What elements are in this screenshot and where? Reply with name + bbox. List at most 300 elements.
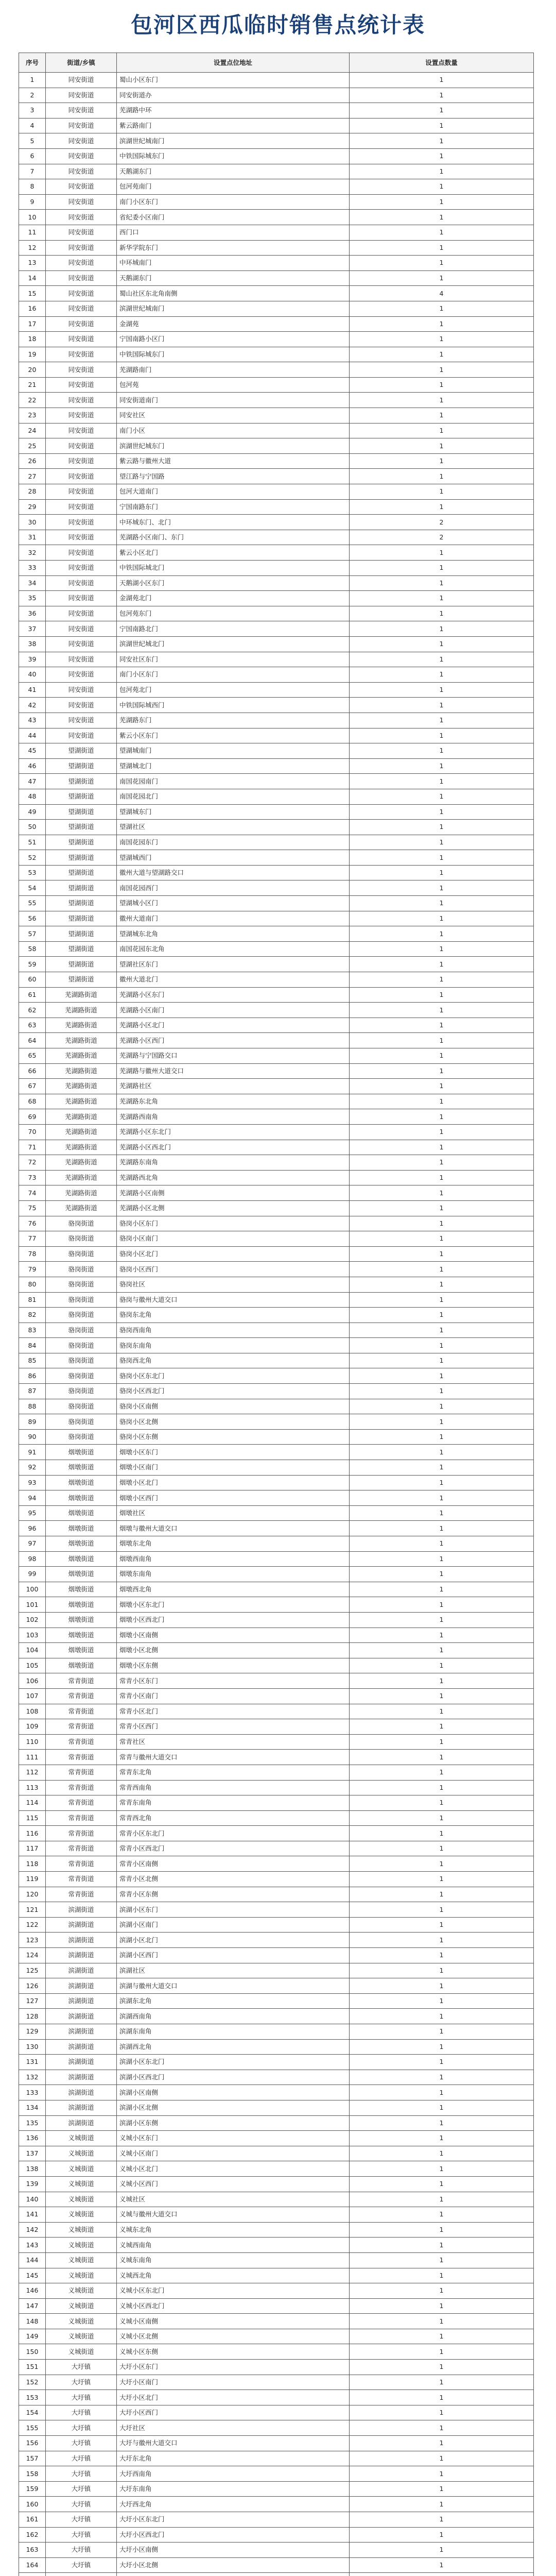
row-index: 33 xyxy=(19,561,46,576)
row-count: 1 xyxy=(350,2283,534,2299)
table-row xyxy=(19,179,534,195)
table-row xyxy=(19,2573,534,2576)
row-index: 43 xyxy=(19,713,46,728)
row-address: 南国花园北门 xyxy=(117,789,350,804)
row-street: 骆岗街道 xyxy=(46,1338,117,1353)
table-row xyxy=(19,1368,534,1384)
row-address: 滨湖世纪城南门 xyxy=(117,301,350,316)
row-index: 54 xyxy=(19,880,46,896)
row-street: 滨湖街道 xyxy=(46,1902,117,1918)
row-address: 芜湖路东北角 xyxy=(117,1094,350,1109)
row-count: 1 xyxy=(350,1445,534,1460)
table-row xyxy=(19,1094,534,1109)
row-index: 126 xyxy=(19,1978,46,1994)
table-row xyxy=(19,1475,534,1490)
row-street: 同安街道 xyxy=(46,469,117,484)
row-index: 143 xyxy=(19,2238,46,2253)
row-index: 79 xyxy=(19,1262,46,1277)
row-index: 139 xyxy=(19,2176,46,2192)
row-count: 1 xyxy=(350,2420,534,2436)
row-count: 1 xyxy=(350,1490,534,1506)
row-count: 1 xyxy=(350,332,534,347)
table-row xyxy=(19,1978,534,1994)
row-count: 1 xyxy=(350,2085,534,2100)
table-row xyxy=(19,1079,534,1094)
row-count: 1 xyxy=(350,1704,534,1719)
row-street: 望湖街道 xyxy=(46,743,117,759)
row-count: 1 xyxy=(350,2375,534,2390)
table-row xyxy=(19,789,534,804)
row-count: 1 xyxy=(350,1917,534,1933)
row-address xyxy=(117,2573,350,2576)
table-row xyxy=(19,2451,534,2466)
table-row xyxy=(19,1719,534,1735)
table-row xyxy=(19,515,534,530)
row-index: 22 xyxy=(19,393,46,408)
row-count: 1 xyxy=(350,1750,534,1765)
table-row xyxy=(19,1262,534,1277)
row-address: 骆岗小区东北门 xyxy=(117,1368,350,1384)
row-count: 1 xyxy=(350,1246,534,1262)
row-index: 71 xyxy=(19,1140,46,1155)
row-address: 常青东北角 xyxy=(117,1765,350,1780)
table-row xyxy=(19,1505,534,1521)
row-street: 烟墩街道 xyxy=(46,1567,117,1582)
row-address: 宁国南路小区门 xyxy=(117,332,350,347)
row-street: 望湖街道 xyxy=(46,941,117,957)
table-row xyxy=(19,1841,534,1856)
table-row xyxy=(19,1003,534,1018)
row-count: 1 xyxy=(350,2070,534,2085)
table-row xyxy=(19,2497,534,2512)
row-index: 153 xyxy=(19,2390,46,2405)
row-street: 芜湖路街道 xyxy=(46,1033,117,1048)
row-street: 同安街道 xyxy=(46,728,117,743)
row-address: 义城小区西北门 xyxy=(117,2298,350,2314)
row-address: 大圩西北角 xyxy=(117,2497,350,2512)
table-row xyxy=(19,1582,534,1597)
row-street: 常青街道 xyxy=(46,1673,117,1689)
row-count: 1 xyxy=(350,804,534,820)
row-address: 常青小区东门 xyxy=(117,1673,350,1689)
table-row xyxy=(19,667,534,683)
row-index: 11 xyxy=(19,225,46,240)
row-address: 烟墩小区北门 xyxy=(117,1475,350,1490)
row-count: 1 xyxy=(350,987,534,1003)
row-address: 同安街道办 xyxy=(117,88,350,103)
row-street: 烟墩街道 xyxy=(46,1536,117,1552)
row-count: 1 xyxy=(350,1856,534,1872)
table-row xyxy=(19,1993,534,2009)
row-street: 同安街道 xyxy=(46,179,117,195)
row-address: 滨湖西北角 xyxy=(117,2039,350,2055)
row-address: 大圩西南角 xyxy=(117,2466,350,2482)
row-count: 1 xyxy=(350,1826,534,1841)
row-address: 望湖社区 xyxy=(117,820,350,835)
table-header-row xyxy=(19,53,534,73)
table-row xyxy=(19,2466,534,2482)
table-row xyxy=(19,347,534,362)
row-count: 1 xyxy=(350,1810,534,1826)
row-index xyxy=(19,2573,46,2576)
row-street: 同安街道 xyxy=(46,225,117,240)
table-row xyxy=(19,2192,534,2207)
row-address: 芜湖路社区 xyxy=(117,1079,350,1094)
table-row xyxy=(19,210,534,225)
table-row xyxy=(19,728,534,743)
table-row xyxy=(19,1399,534,1414)
row-street: 烟墩街道 xyxy=(46,1521,117,1536)
row-index: 89 xyxy=(19,1414,46,1430)
row-street: 常青街道 xyxy=(46,1704,117,1719)
row-index: 18 xyxy=(19,332,46,347)
table-row xyxy=(19,1688,534,1704)
table-row xyxy=(19,987,534,1003)
table-row xyxy=(19,1308,534,1323)
table-row xyxy=(19,758,534,774)
row-index: 73 xyxy=(19,1170,46,1185)
row-street: 常青街道 xyxy=(46,1826,117,1841)
row-street: 望湖街道 xyxy=(46,758,117,774)
table-row xyxy=(19,1124,534,1140)
row-street: 滨湖街道 xyxy=(46,2024,117,2040)
row-index: 91 xyxy=(19,1445,46,1460)
row-index: 128 xyxy=(19,2009,46,2024)
row-index: 150 xyxy=(19,2344,46,2360)
table-row xyxy=(19,1780,534,1795)
row-address: 芜湖路小区西门 xyxy=(117,1033,350,1048)
table-row xyxy=(19,2390,534,2405)
row-index: 10 xyxy=(19,210,46,225)
row-count: 1 xyxy=(350,2512,534,2528)
row-street: 滨湖街道 xyxy=(46,2085,117,2100)
table-row xyxy=(19,1231,534,1247)
row-index: 26 xyxy=(19,453,46,469)
row-count: 1 xyxy=(350,2451,534,2466)
row-address: 骆岗小区北侧 xyxy=(117,1414,350,1430)
row-address: 滨湖小区东北门 xyxy=(117,2055,350,2070)
table-row xyxy=(19,1170,534,1185)
row-address: 芜湖路小区南侧 xyxy=(117,1185,350,1201)
row-count: 1 xyxy=(350,1429,534,1445)
row-address: 骆岗小区南侧 xyxy=(117,1399,350,1414)
row-index: 147 xyxy=(19,2298,46,2314)
row-address: 烟墩小区南侧 xyxy=(117,1628,350,1643)
row-index: 140 xyxy=(19,2192,46,2207)
table-row xyxy=(19,1277,534,1292)
row-address: 滨湖与徽州大道交口 xyxy=(117,1978,350,1994)
table-row xyxy=(19,911,534,926)
row-index: 52 xyxy=(19,850,46,866)
row-street: 常青街道 xyxy=(46,1841,117,1856)
row-street: 望湖街道 xyxy=(46,865,117,880)
row-index: 157 xyxy=(19,2451,46,2466)
row-index: 122 xyxy=(19,1917,46,1933)
row-street: 同安街道 xyxy=(46,438,117,454)
table-row xyxy=(19,2298,534,2314)
row-address: 芜湖路小区北门 xyxy=(117,1018,350,1033)
row-count: 1 xyxy=(350,2207,534,2223)
table-row xyxy=(19,2405,534,2420)
row-address: 芜湖路东南角 xyxy=(117,1155,350,1171)
row-address: 西门口 xyxy=(117,225,350,240)
table-row xyxy=(19,865,534,880)
table-row xyxy=(19,698,534,713)
row-street: 芜湖路街道 xyxy=(46,1124,117,1140)
row-index: 6 xyxy=(19,148,46,164)
row-index: 21 xyxy=(19,377,46,393)
row-count: 1 xyxy=(350,2238,534,2253)
row-address: 常青小区西门 xyxy=(117,1719,350,1735)
row-count: 1 xyxy=(350,1414,534,1430)
table-row xyxy=(19,1384,534,1399)
row-index: 56 xyxy=(19,911,46,926)
row-count: 1 xyxy=(350,1765,534,1780)
row-address: 芜湖路南门 xyxy=(117,362,350,378)
table-row xyxy=(19,2283,534,2299)
row-index: 117 xyxy=(19,1841,46,1856)
row-address: 芜湖路小区西北门 xyxy=(117,1140,350,1155)
table-row xyxy=(19,2176,534,2192)
row-street: 同安街道 xyxy=(46,575,117,591)
row-count: 1 xyxy=(350,1567,534,1582)
row-street: 同安街道 xyxy=(46,667,117,683)
row-address: 同安社区东门 xyxy=(117,652,350,667)
row-index: 24 xyxy=(19,423,46,438)
row-index: 25 xyxy=(19,438,46,454)
row-count: 1 xyxy=(350,1155,534,1171)
row-count: 1 xyxy=(350,118,534,133)
row-street: 滨湖街道 xyxy=(46,1963,117,1978)
row-street: 同安街道 xyxy=(46,301,117,316)
row-street: 同安街道 xyxy=(46,682,117,698)
table-row xyxy=(19,1856,534,1872)
row-street: 同安街道 xyxy=(46,256,117,271)
row-index: 67 xyxy=(19,1079,46,1094)
table-row xyxy=(19,2436,534,2451)
row-address: 常青小区东北门 xyxy=(117,1826,350,1841)
row-street: 常青街道 xyxy=(46,1810,117,1826)
row-street: 烟墩街道 xyxy=(46,1445,117,1460)
table-row xyxy=(19,591,534,606)
row-index: 135 xyxy=(19,2115,46,2131)
row-index: 69 xyxy=(19,1109,46,1125)
row-count: 1 xyxy=(350,1170,534,1185)
row-count: 4 xyxy=(350,286,534,301)
table-row xyxy=(19,2039,534,2055)
table-row xyxy=(19,256,534,271)
row-address: 包河苑北门 xyxy=(117,682,350,698)
table-row xyxy=(19,835,534,850)
row-index: 9 xyxy=(19,194,46,210)
row-index: 15 xyxy=(19,286,46,301)
table-row xyxy=(19,972,534,988)
row-count: 1 xyxy=(350,1063,534,1079)
row-street: 大圩镇 xyxy=(46,2481,117,2497)
row-address: 蜀山社区东北角南侧 xyxy=(117,286,350,301)
row-address: 烟墩东南角 xyxy=(117,1567,350,1582)
table-row xyxy=(19,1597,534,1613)
row-address: 中铁国际城东门 xyxy=(117,148,350,164)
row-index: 115 xyxy=(19,1810,46,1826)
row-count: 1 xyxy=(350,179,534,195)
table-row xyxy=(19,2222,534,2238)
table-row xyxy=(19,1536,534,1552)
row-count: 1 xyxy=(350,1262,534,1277)
row-address: 望江路与宁国路 xyxy=(117,469,350,484)
row-count: 1 xyxy=(350,1003,534,1018)
row-index: 156 xyxy=(19,2436,46,2451)
row-index: 47 xyxy=(19,774,46,789)
row-count: 1 xyxy=(350,1140,534,1155)
table-row xyxy=(19,1734,534,1750)
row-street: 同安街道 xyxy=(46,515,117,530)
row-address: 芜湖路西南角 xyxy=(117,1109,350,1125)
row-street: 常青街道 xyxy=(46,1795,117,1811)
table-row xyxy=(19,1948,534,1963)
row-count: 1 xyxy=(350,499,534,515)
row-count: 1 xyxy=(350,1582,534,1597)
table-row xyxy=(19,2557,534,2573)
row-count: 1 xyxy=(350,1688,534,1704)
row-address: 滨湖小区西门 xyxy=(117,1948,350,1963)
row-street: 烟墩街道 xyxy=(46,1460,117,1476)
row-index: 72 xyxy=(19,1155,46,1171)
row-index: 86 xyxy=(19,1368,46,1384)
row-count: 1 xyxy=(350,1475,534,1490)
row-count: 1 xyxy=(350,698,534,713)
row-address: 望湖城小区门 xyxy=(117,896,350,911)
row-index: 27 xyxy=(19,469,46,484)
row-index: 5 xyxy=(19,133,46,149)
row-address: 紫云小区东门 xyxy=(117,728,350,743)
table-row xyxy=(19,2420,534,2436)
row-index: 104 xyxy=(19,1643,46,1658)
row-address: 大圩小区南侧 xyxy=(117,2543,350,2558)
row-count: 1 xyxy=(350,2268,534,2283)
row-count: 1 xyxy=(350,1308,534,1323)
table-row xyxy=(19,1612,534,1628)
row-index: 109 xyxy=(19,1719,46,1735)
row-count: 1 xyxy=(350,1872,534,1887)
row-street: 义城街道 xyxy=(46,2161,117,2177)
row-address: 包河苑南门 xyxy=(117,179,350,195)
row-count: 1 xyxy=(350,591,534,606)
row-index: 61 xyxy=(19,987,46,1003)
row-index: 151 xyxy=(19,2360,46,2375)
row-address: 烟墩小区东门 xyxy=(117,1445,350,1460)
row-street: 芜湖路街道 xyxy=(46,1170,117,1185)
table-row xyxy=(19,804,534,820)
row-street: 同安街道 xyxy=(46,561,117,576)
row-count: 1 xyxy=(350,545,534,561)
row-index: 134 xyxy=(19,2100,46,2115)
row-count: 1 xyxy=(350,575,534,591)
row-street: 同安街道 xyxy=(46,423,117,438)
row-address: 滨湖世纪城南门 xyxy=(117,133,350,149)
row-address: 骆岗社区 xyxy=(117,1277,350,1292)
row-count: 1 xyxy=(350,240,534,256)
row-count: 1 xyxy=(350,2405,534,2420)
table-row xyxy=(19,1750,534,1765)
row-index: 39 xyxy=(19,652,46,667)
row-address: 南国花园南门 xyxy=(117,774,350,789)
table-row xyxy=(19,1140,534,1155)
row-index: 19 xyxy=(19,347,46,362)
row-street: 大圩镇 xyxy=(46,2420,117,2436)
row-count: 1 xyxy=(350,164,534,179)
row-index: 76 xyxy=(19,1216,46,1231)
row-street: 望湖街道 xyxy=(46,972,117,988)
row-index: 51 xyxy=(19,835,46,850)
table-row xyxy=(19,2055,534,2070)
row-street: 大圩镇 xyxy=(46,2436,117,2451)
row-street: 同安街道 xyxy=(46,332,117,347)
row-count: 1 xyxy=(350,2252,534,2268)
row-count: 1 xyxy=(350,1338,534,1353)
row-street: 义城街道 xyxy=(46,2252,117,2268)
row-street: 同安街道 xyxy=(46,636,117,652)
row-count: 1 xyxy=(350,1277,534,1292)
row-count: 1 xyxy=(350,73,534,88)
row-index: 49 xyxy=(19,804,46,820)
row-address: 芜湖路中环 xyxy=(117,103,350,118)
row-street: 芜湖路街道 xyxy=(46,1155,117,1171)
row-index: 90 xyxy=(19,1429,46,1445)
row-index: 50 xyxy=(19,820,46,835)
row-address: 中铁国际城北门 xyxy=(117,561,350,576)
row-count: 1 xyxy=(350,148,534,164)
row-count: 1 xyxy=(350,362,534,378)
row-address: 中铁国际城西门 xyxy=(117,698,350,713)
table-row xyxy=(19,164,534,179)
row-count: 1 xyxy=(350,1048,534,1064)
table-row xyxy=(19,1795,534,1811)
table-row xyxy=(19,1185,534,1201)
row-index: 132 xyxy=(19,2070,46,2085)
row-index: 13 xyxy=(19,256,46,271)
row-street: 大圩镇 xyxy=(46,2512,117,2528)
row-street: 大圩镇 xyxy=(46,2405,117,2420)
row-street: 常青街道 xyxy=(46,1856,117,1872)
row-index: 53 xyxy=(19,865,46,880)
table-row xyxy=(19,393,534,408)
row-index: 88 xyxy=(19,1399,46,1414)
row-address: 烟墩东北角 xyxy=(117,1536,350,1552)
row-index: 92 xyxy=(19,1460,46,1476)
row-index: 125 xyxy=(19,1963,46,1978)
table-row xyxy=(19,2543,534,2558)
row-count: 1 xyxy=(350,1902,534,1918)
row-count: 1 xyxy=(350,2481,534,2497)
row-count: 1 xyxy=(350,606,534,621)
row-count: 1 xyxy=(350,2466,534,2482)
row-count: 1 xyxy=(350,865,534,880)
row-street: 同安街道 xyxy=(46,652,117,667)
row-count: 1 xyxy=(350,850,534,866)
row-count: 1 xyxy=(350,1368,534,1384)
row-address: 中环城南门 xyxy=(117,256,350,271)
row-index: 129 xyxy=(19,2024,46,2040)
row-street: 义城街道 xyxy=(46,2238,117,2253)
row-index: 161 xyxy=(19,2512,46,2528)
row-address: 义城小区西门 xyxy=(117,2176,350,2192)
row-address: 滨湖小区北门 xyxy=(117,1933,350,1948)
row-street: 同安街道 xyxy=(46,545,117,561)
table-row xyxy=(19,1673,534,1689)
row-count: 1 xyxy=(350,743,534,759)
table-row xyxy=(19,286,534,301)
